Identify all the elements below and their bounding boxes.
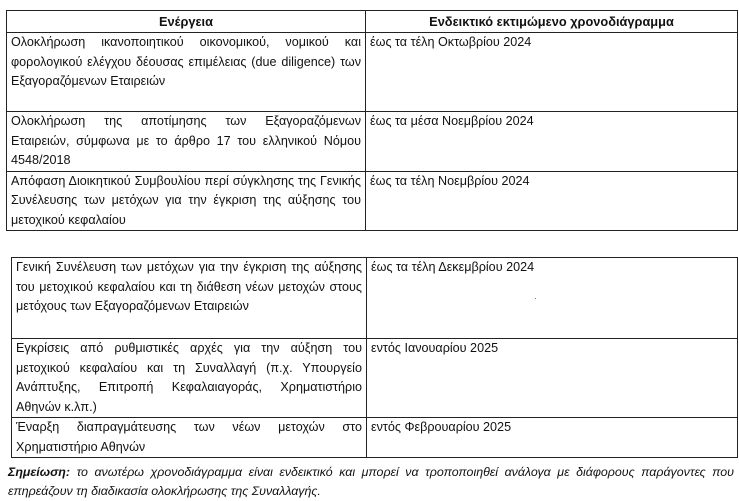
- footnote-text: το ανωτέρω χρονοδιάγραμμα είναι ενδεικτικό και μπορεί να τροποποιηθεί ανάλογα με διάφορους παράγοντες που επηρεάζουν τη διαδικασία ολοκλήρωσης της Συναλλαγής.: [8, 465, 734, 498]
- footnote-label: Σημείωση:: [8, 465, 70, 479]
- action-cell: Ολοκλήρωση ικανοποιητικού οικονομικού, νομικού και φορολογικού ελέγχου δέουσας επιμέλειας (due diligence) των Εξαγοραζόμενων Εταιρειών: [7, 33, 366, 112]
- action-cell: Γενική Συνέλευση των μετόχων για την έγκριση της αύξησης του μετοχικού κεφαλαίου και τη διάθεση νέων μετοχών στους μετόχους των Εξαγοραζόμενων Εταιρειών: [12, 258, 367, 339]
- table-row: [7, 33, 738, 112]
- header-timeline: Ενδεικτικό εκτιμώμενο χρονοδιάγραμμα: [366, 11, 738, 33]
- timeline-cell: εντός Φεβρουαρίου 2025: [367, 418, 738, 458]
- footnote: [8, 463, 734, 501]
- timeline-cell: έως τα τέλη Νοεμβρίου 2024: [366, 171, 738, 231]
- table-row: [12, 339, 738, 418]
- table-row: [7, 171, 738, 231]
- table-row: [12, 418, 738, 458]
- action-cell: Εγκρίσεις από ρυθμιστικές αρχές για την αύξηση του μετοχικού κεφαλαίου και τη Συναλλαγή (π.χ. Υπουργείο Ανάπτυξης, Επιτροπή Κεφαλαιαγοράς, Χρηματιστήριο Αθηνών κ.λπ.): [12, 339, 367, 418]
- schedule-table-part-1: [6, 10, 738, 231]
- action-cell: Ολοκλήρωση της αποτίμησης των Εξαγοραζόμενων Εταιρειών, σύμφωνα με το άρθρο 17 του ελληνικού Νόμου 4548/2018: [7, 112, 366, 172]
- timeline-cell: εντός Ιανουαρίου 2025: [367, 339, 738, 418]
- scan-speck: [535, 298, 536, 299]
- header-action: Ενέργεια: [7, 11, 366, 33]
- schedule-table-part-2: [11, 257, 738, 458]
- timeline-cell: έως τα τέλη Οκτωβρίου 2024: [366, 33, 738, 112]
- action-cell: Έναρξη διαπραγμάτευσης των νέων μετοχών στο Χρηματιστήριο Αθηνών: [12, 418, 367, 458]
- timeline-cell: έως τα μέσα Νοεμβρίου 2024: [366, 112, 738, 172]
- table-header-row: [7, 11, 738, 33]
- timeline-cell: έως τα τέλη Δεκεμβρίου 2024: [367, 258, 738, 339]
- action-cell: Απόφαση Διοικητικού Συμβουλίου περί σύγκλησης της Γενικής Συνέλευσης των μετόχων για την έγκριση της αύξησης του μετοχικού κεφαλαίου: [7, 171, 366, 231]
- table-row: [12, 258, 738, 339]
- table-row: [7, 112, 738, 172]
